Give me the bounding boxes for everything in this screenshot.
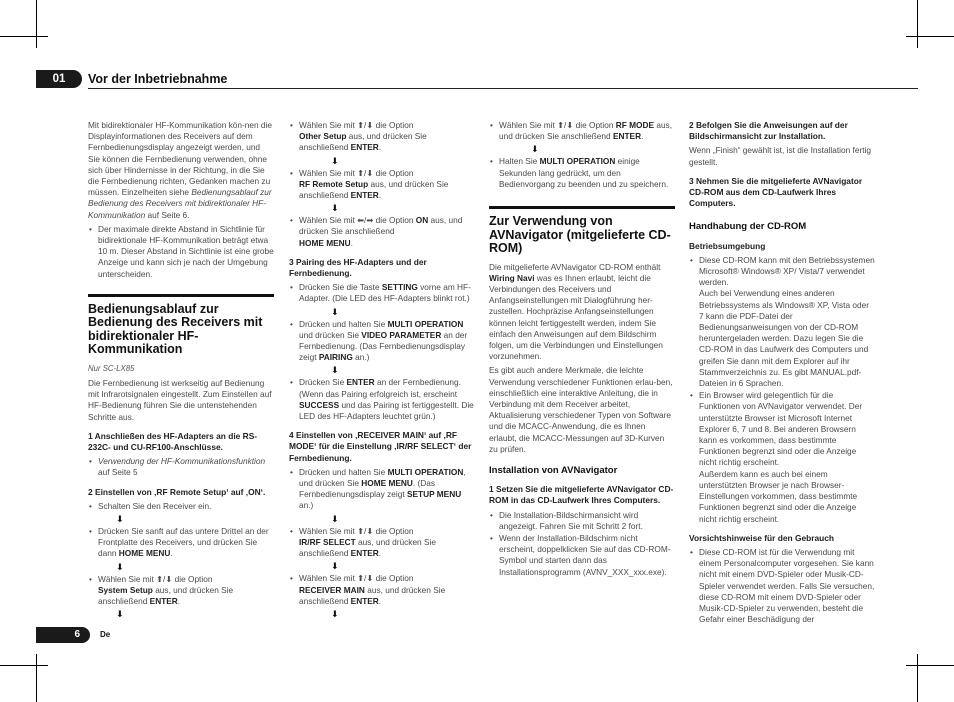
- key-label: MULTI OPERATION: [539, 156, 616, 167]
- list-item: • Diese CD-ROM ist für die Verwendung mit einem Personalcomputer vorgesehen. Sie kann nicht mit einem DVD-Spieler oder Musik-CD-Spieler verwendet werden. Falls Sie versuchen, diese CD-ROM mit einem DVD-Spieler oder Musik-CD-Spieler zu verwenden, besteht die Gefahr einer Beschädigung der: [689, 547, 875, 625]
- list-item: [289, 467, 475, 512]
- item-text: an der Fernbedienung. (Wenn das Pairing erfolgreich ist, erscheint: [299, 377, 461, 399]
- key-label: ENTER: [149, 596, 178, 607]
- step-title: 3 Nehmen Sie die mitgelieferte AVNavigator CD-ROM aus dem CD-Laufwerk Ihres Computers.: [689, 175, 863, 209]
- arrow-down-icon: ⬇: [331, 513, 339, 524]
- step-title: 2 Einstellen von ‚RF Remote Setup‘ auf ‚ON‘.: [88, 486, 266, 497]
- arrow-down-icon: ⬇: [331, 608, 339, 619]
- crop-mark: [917, 0, 918, 48]
- column-4: [689, 120, 875, 626]
- item-text: Auch bei Verwendung eines anderen Betriebssystems als Windows® XP, Vista oder 7 kann die PDF-Datei der Bedienungsanweisungen von der CD-ROM heruntergeladen werden. Dazu legen Sie die CD-ROM in das Laufwerk des Computers und greifen Sie dann mit dem Explorer auf ihr Stammverzeichnis zu. Es gibt MANUAL.pdf-Dateien in 6 Sprachen.: [699, 288, 869, 389]
- arrow-down-icon: ⬇: [116, 514, 124, 525]
- section-intro: Die Fernbedienung ist werkseitig auf Bedienung mit Infrarotsignalen eingestellt. Zum Einstellen auf HF-Bedienung führen Sie die untenstehenden Schritte aus.: [88, 378, 272, 422]
- crop-mark: [36, 0, 37, 48]
- item-text: Halten Sie: [499, 156, 538, 167]
- key-label: MULTI OPERATION: [387, 466, 464, 477]
- list-item: [289, 319, 475, 364]
- item-text: aus, und drücken Sie anschließend: [299, 178, 449, 201]
- arrow-down-icon: ⬇: [331, 306, 339, 317]
- item-text: Drücken und halten Sie: [299, 466, 386, 477]
- language-code: De: [100, 630, 111, 639]
- crop-mark: [906, 36, 954, 37]
- item-text: Diese CD-ROM kann mit den Betriebssystemen Microsoft® Windows® XP/ Vista/7 verwendet werden.: [699, 254, 875, 288]
- key-label: MULTI OPERATION: [387, 318, 464, 329]
- step-title: 1 Setzen Sie die mitgelieferte AVNavigator CD-ROM in das CD-Laufwerk Ihres Computers.: [489, 484, 674, 506]
- column-3: [489, 120, 675, 579]
- key-label: HOME MENU: [361, 478, 413, 489]
- arrow-down-icon: ⬇: [331, 561, 339, 572]
- page-ref: auf Seite 5: [98, 467, 138, 478]
- step-title: 4 Einstellen von ‚RECEIVER MAIN‘ auf ‚RF MODE‘ für die Einstellung ‚IR/RF SELECT‘ der Fernbedienung.: [289, 430, 472, 463]
- key-label: ENTER: [350, 595, 379, 606]
- arrow-down-icon: ⬇: [116, 561, 124, 572]
- header-rule: [88, 88, 918, 89]
- option-label: System Setup: [98, 584, 153, 595]
- key-label: ENTER: [350, 142, 379, 153]
- key-label: ENTER: [350, 190, 379, 201]
- item-text: an.): [299, 500, 314, 511]
- crop-mark: [917, 654, 918, 702]
- key-label: ENTER: [612, 131, 642, 142]
- list-item: • Wählen Sie mit ⬆/⬇ die Option IR/RF SELECT aus, und drücken Sie anschließend ENTER.: [289, 526, 475, 560]
- key-label: HOME MENU: [118, 548, 171, 559]
- list-item: [289, 377, 475, 422]
- item-text: Wählen Sie mit ⬆/⬇ die Option: [299, 525, 414, 536]
- item-text: Wählen Sie mit ⬆/⬇ die Option: [299, 573, 414, 584]
- key-label: PAIRING: [318, 352, 353, 363]
- list-item: • Wählen Sie mit ⬆/⬇ die Option System Setup aus, und drücken Sie anschließend ENTER.: [88, 574, 274, 608]
- intro-text: Die mitgelieferte AVNavigator CD-ROM enthält: [489, 261, 661, 272]
- item-text: und drücken Sie: [299, 329, 359, 340]
- item-text: Wählen Sie mit ⬆/⬇ die Option: [499, 120, 614, 130]
- section-title: Bedienungsablauf zur Bedienung des Receivers mit bidirektionaler HF-Kommunikation: [88, 294, 274, 357]
- section-title: Zur Verwendung von AVNavigator (mitgelieferte CD-ROM): [489, 206, 675, 256]
- column-1: [88, 120, 274, 621]
- list-item: • Schalten Sie den Receiver ein.: [88, 501, 274, 512]
- key-label: ENTER: [350, 548, 379, 559]
- item-text: vorne am HF-Adapter. (Die LED des HF-Adapters blinkt rot.): [299, 282, 471, 304]
- chapter-title: Vor der Inbetriebnahme: [88, 72, 228, 86]
- item-text: Ein Browser wird gelegentlich für die Funktionen von AVNavigator verwendet. Der unterstützte Browser ist Microsoft Internet Explorer 6, 7 und 8. Bei anderen Browsern kann es vorkommen, dass bestimmte Funktionen begrenzt sind oder die Anzeige nicht richtig erscheint.: [699, 390, 863, 468]
- item-text: Drücken Sie sanft auf das untere Drittel an der Frontplatte des Receivers, und drücken Sie dann: [98, 526, 269, 559]
- item-text: und das Pairing ist fertiggestellt. Die LED des HF-Adapters leuchtet grün.): [299, 399, 474, 422]
- item-text: aus, und drücken Sie anschließend: [98, 584, 234, 607]
- list-item: • Der maximale direkte Abstand in Sichtlinie für bidirektionale HF-Kommunikation beträgt etwa 10 m. Dieser Abstand in Sichtlinie ist eine grobe Anzeige und kann sich je nach der Umgebung unterscheiden.: [88, 224, 274, 280]
- key-label: VIDEO PARAMETER: [361, 329, 442, 340]
- chapter-number: 01: [36, 70, 82, 88]
- list-item: • Drücken Sie sanft auf das untere Drittel an der Frontplatte des Receivers, und drücken Sie dann HOME MENU.: [88, 526, 274, 560]
- item-text: . (Das Fernbedienungsdisplay zeigt: [299, 478, 436, 500]
- cross-reference: Bedienungsablauf zur Bedienung des Receivers mit bidirektionaler HF-Kommunikation: [88, 187, 272, 220]
- item-text: Wählen Sie mit ⬆/⬇ die Option: [299, 120, 414, 130]
- arrow-down-icon: ⬇: [116, 609, 124, 620]
- step-text: Wenn „Finish“ gewählt ist, ist die Installation fertig gestellt.: [689, 145, 871, 167]
- section-paragraph: Es gibt auch andere Merkmale, die leichte Verwendung verschiedener Funktionen erlau-ben, einschließlich eine interaktive Anleitung, die in Verbindung mit dem Receiver arbeitet, Aktualisierung verschiedener Typen von Software und die MCACC-Anwendung, die es Ihnen erlaubt, die MCACC-Messungen auf 3D-Kurven zu prüfen.: [489, 365, 673, 454]
- arrow-down-icon: ⬇: [331, 155, 339, 166]
- option-label: RF Remote Setup: [299, 178, 369, 189]
- item-text: an.): [355, 352, 370, 363]
- item-text: einige Sekunden lang gedrückt, um den Bedienvorgang zu beenden und zu speichern.: [499, 156, 669, 189]
- item-text: Drücken und halten Sie: [299, 318, 386, 329]
- list-item: • Wählen Sie mit ⬆/⬇ die Option RF MODE aus, und drücken Sie anschließend ENTER.: [489, 120, 675, 142]
- list-item: • Wählen Sie mit ⬅/➡ die Option ON aus, und drücken Sie anschließend HOME MENU.: [289, 215, 475, 249]
- subsection-title: Handhabung der CD-ROM: [689, 221, 807, 233]
- item-text: Wählen Sie mit ⬆/⬇ die Option: [98, 573, 213, 584]
- step-title: 1 Anschließen des HF-Adapters an die RS-232C- und CU-RF100-Anschlüsse.: [88, 430, 258, 453]
- item-text: Drücken Sie die Taste: [299, 282, 380, 293]
- crop-mark: [36, 654, 37, 702]
- list-item: • Die Installation-Bildschirmansicht wird angezeigt. Fahren Sie mit Schritt 2 fort.: [489, 510, 675, 532]
- cross-reference: Verwendung der HF-Kommunikationsfunktion: [98, 456, 266, 467]
- item-text: Außerdem kann es auch bei einem unterstützten Browser je nach Browser-Einstellungen vorkommen, dass bestimmte Funktionen begrenzt sind oder die Anzeige nicht richtig erscheint.: [699, 468, 858, 524]
- option-label: RECEIVER MAIN: [299, 584, 365, 595]
- item-text: Wählen Sie mit ⬅/➡ die Option: [299, 215, 414, 226]
- key-label: SUCCESS: [299, 399, 340, 410]
- subsection-title: Installation von AVNavigator: [489, 464, 618, 476]
- intro-text: was es Ihnen erlaubt, leicht die Verbindungen des Receivers und Anfangseinstellungen mit Dialogführung her-zustellen. Hochpräzise Anfangseinstellungen können leicht fertiggestellt werden, indem Sie einfach den Anweisungen auf dem Bildschirm folgen, um die Verbindungen und Einstellungen vorzunehmen.: [489, 272, 663, 362]
- intro-paragraph: [88, 120, 274, 221]
- crop-mark: [0, 665, 48, 666]
- page-header: [36, 70, 918, 88]
- arrow-down-icon: ⬇: [331, 203, 339, 214]
- item-text: an der Fernbedienung. (Das Fernbedienungsdisplay zeigt: [299, 329, 468, 363]
- list-item: • Wenn der Installation-Bildschirm nicht erscheint, doppelklicken Sie auf das CD-ROM-Symbol und starten dann das Installationsprogramm (AVNV_XXX_xxx.exe).: [489, 533, 675, 578]
- list-item: • Wählen Sie mit ⬆/⬇ die Option RF Remote Setup aus, und drücken Sie anschließend ENTER.: [289, 168, 475, 202]
- item-text: aus, und drücken Sie anschließend: [299, 536, 436, 559]
- list-item: • Wählen Sie mit ⬆/⬇ die Option Other Setup aus, und drücken Sie anschließend ENTER.: [289, 120, 475, 154]
- item-text: aus, und drücken Sie anschließend: [499, 120, 673, 142]
- key-label: ENTER: [346, 377, 375, 388]
- item-text: Wählen Sie mit ⬆/⬇ die Option: [299, 167, 414, 178]
- list-item: • Wählen Sie mit ⬆/⬇ die Option RECEIVER MAIN aus, und drücken Sie anschließend ENTER.: [289, 573, 475, 607]
- option-label: ON: [415, 215, 429, 226]
- key-label: HOME MENU: [299, 237, 351, 248]
- crop-mark: [906, 665, 954, 666]
- option-label: Other Setup: [299, 131, 347, 142]
- minor-heading: Vorsichtshinweise für den Gebrauch: [689, 532, 835, 543]
- intro-text: Mit bidirektionaler HF-Kommunikation kön-nen die Displayinformationen des Receivers auf dem Fernbedienungsdisplay angezeigt werden, und Sie können die Fernbedienung verwenden, ohne sich über Hindernisse in der Richtung, in die Sie die Fernbedienung richten, Gedanken machen zu müssen. Einzelheiten siehe: [88, 120, 272, 198]
- page-number: 6: [36, 627, 90, 643]
- item-text: aus, und drücken Sie anschließend: [299, 584, 446, 606]
- item-text: aus, und drücken Sie anschließend: [299, 131, 427, 153]
- list-item: [489, 156, 675, 190]
- list-item: [289, 282, 475, 304]
- item-text: , und drücken Sie: [299, 466, 466, 489]
- page-ref: auf Seite 6.: [147, 209, 190, 220]
- item-text: aus, und drücken Sie anschließend: [299, 215, 463, 237]
- column-2: [289, 120, 475, 621]
- key-label: Wiring Navi: [489, 272, 535, 283]
- list-item: [88, 456, 274, 478]
- step-title: 3 Pairing des HF-Adapters und der Fernbedienung.: [289, 256, 427, 279]
- section-intro: [489, 262, 675, 363]
- list-item: [689, 390, 875, 524]
- item-text: Drücken Sie: [299, 377, 345, 388]
- option-label: IR/RF SELECT: [299, 536, 356, 547]
- step-title: 2 Befolgen Sie die Anweisungen auf der Bildschirmansicht zur Installation.: [689, 120, 848, 142]
- list-item: [689, 255, 875, 389]
- arrow-down-icon: ⬇: [531, 144, 539, 155]
- key-label: SETUP MENU: [406, 489, 462, 500]
- model-note: Nur SC-LX85: [88, 363, 135, 373]
- key-label: SETTING: [381, 282, 418, 293]
- option-label: RF MODE: [615, 120, 655, 130]
- arrow-down-icon: ⬇: [331, 365, 339, 376]
- minor-heading: Betriebsumgebung: [689, 240, 766, 251]
- crop-mark: [0, 36, 48, 37]
